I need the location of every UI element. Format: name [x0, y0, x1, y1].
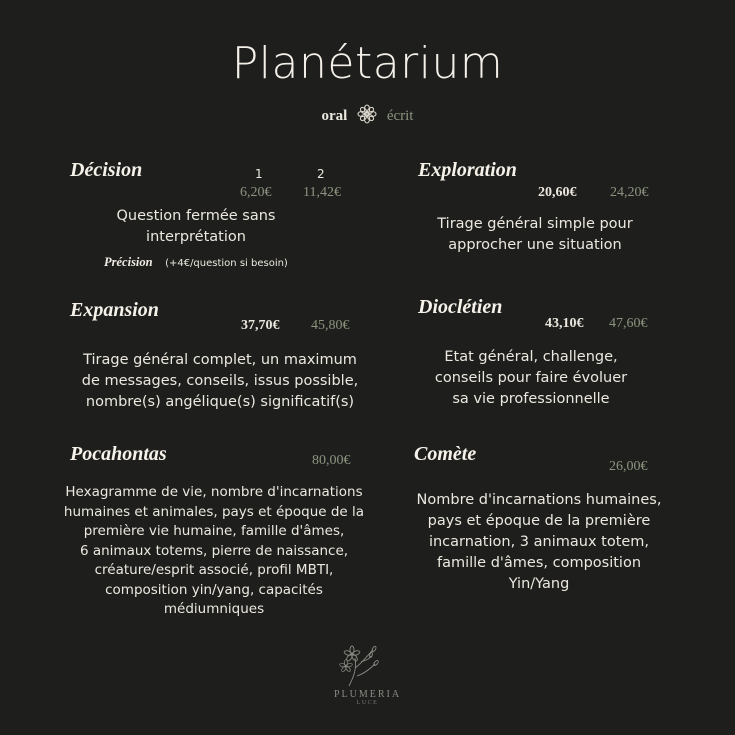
desc-line: interprétation [146, 229, 246, 245]
item-desc-expansion [60, 350, 380, 413]
desc-line: médiumniques [163, 601, 265, 617]
desc-line: pays et époque de la première [427, 513, 651, 529]
price-oral-exploration: 20,60€ [538, 185, 577, 200]
item-name-decision: Décision [70, 159, 143, 181]
price-legend [0, 104, 735, 125]
price-ecrit-diocletien: 47,60€ [609, 316, 648, 331]
precision-row [104, 253, 288, 271]
item-name-exploration: Exploration [418, 159, 517, 181]
desc-line: sa vie professionnelle [452, 391, 610, 407]
price-ecrit-decision: 11,42€ [303, 185, 341, 200]
item-desc-decision [56, 206, 336, 248]
item-desc-pocahontas [56, 483, 372, 620]
desc-line: incarnation, 3 animaux totem, [428, 534, 650, 550]
brand-name: PLUMERIA [333, 689, 402, 700]
desc-line: créature/esprit associé, profil MBTI, [94, 562, 334, 578]
price-ecrit-exploration: 24,20€ [610, 185, 649, 200]
desc-line: 6 animaux totems, pierre de naissance, [79, 542, 349, 559]
desc-line: humaines et animales, pays et époque de la [63, 503, 365, 520]
desc-line: conseils pour faire évoluer [434, 370, 628, 386]
column-number-1: 1 [255, 167, 263, 181]
precision-note: (+4€/question si besoin) [165, 258, 288, 269]
price-ecrit-expansion: 45,80€ [311, 318, 350, 333]
price-ecrit-pocahontas: 80,00€ [312, 453, 351, 468]
desc-line: Tirage général simple pour [437, 216, 633, 232]
flower-icon [357, 104, 377, 124]
desc-line: Yin/Yang [508, 576, 570, 592]
precision-label: Précision [104, 255, 153, 269]
item-desc-comete [400, 490, 678, 595]
plumeria-flower-icon [335, 638, 385, 688]
desc-line: composition yin/yang, capacités [105, 581, 323, 598]
legend-ecrit: écrit [386, 108, 414, 124]
price-oral-diocletien: 43,10€ [545, 316, 584, 331]
item-desc-diocletien [400, 347, 662, 410]
legend-oral: oral [321, 108, 348, 124]
column-number-2: 2 [317, 167, 325, 181]
item-name-expansion: Expansion [70, 299, 159, 321]
item-name-comete: Comète [414, 443, 477, 465]
desc-line: Question fermée sans [116, 208, 276, 224]
desc-line: famille d'âmes, composition [436, 555, 642, 571]
item-name-pocahontas: Pocahontas [70, 443, 167, 465]
page-title: Planétarium [231, 38, 504, 89]
price-oral-expansion: 37,70€ [241, 318, 280, 333]
brand-subtitle: LUCE [356, 700, 379, 706]
desc-line: approcher une situation [448, 237, 622, 253]
desc-line: Etat général, challenge, [444, 349, 618, 365]
desc-line: Nombre d'incarnations humaines, [416, 492, 662, 508]
desc-line: première vie humaine, famille d'âmes, [83, 523, 345, 539]
item-desc-exploration [395, 214, 675, 256]
desc-line: Tirage général complet, un maximum [83, 352, 357, 368]
price-oral-decision: 6,20€ [240, 185, 272, 200]
desc-line: Hexagramme de vie, nombre d'incarnations [65, 484, 363, 500]
price-ecrit-comete: 26,00€ [609, 459, 648, 474]
desc-line: nombre(s) angélique(s) significatif(s) [85, 394, 355, 410]
desc-line: de messages, conseils, issus possible, [81, 373, 359, 389]
item-name-diocletien: Dioclétien [418, 296, 503, 318]
